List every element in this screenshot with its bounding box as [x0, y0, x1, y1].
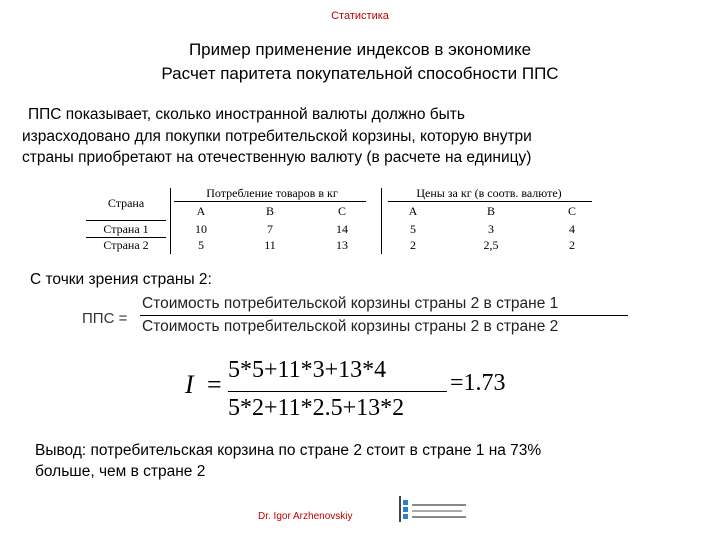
- table-row-separator: [86, 220, 166, 221]
- slide-title-line1: Пример применение индексов в экономике: [188, 40, 532, 59]
- logo-graphic: [396, 494, 468, 526]
- index-numerator: 5*5+11*3+13*4: [228, 357, 387, 383]
- table-cell: 7: [267, 222, 273, 236]
- table-divider: [170, 188, 171, 254]
- table-goods-header: C: [567, 204, 576, 218]
- ppp-formula-label: ППС =: [82, 310, 128, 327]
- slide-header: Статистика: [331, 10, 389, 22]
- author-name: Dr. Igor Arzhenovskiy: [258, 511, 353, 522]
- table-divider: [381, 188, 382, 254]
- table-goods-header: A: [196, 204, 206, 218]
- table-row-label: Страна 2: [103, 238, 149, 252]
- table-goods-header: A: [408, 204, 418, 218]
- table-header-prices: Цены за кг (в соотв. валюте): [416, 186, 562, 200]
- table-header-underline: [174, 201, 366, 202]
- table-cell: 4: [569, 222, 575, 236]
- table-header-consumption: Потребление товаров в кг: [206, 186, 338, 200]
- table-cell: 5: [198, 238, 204, 252]
- table-cell: 2: [569, 238, 575, 252]
- index-denominator: 5*2+11*2.5+13*2: [228, 395, 405, 421]
- conclusion-line: Вывод: потребительская корзина по стране 2 стоит в стране 1 на 73%: [35, 442, 542, 459]
- definition-line: ППС показывает, сколько иностранной валюты должно быть: [28, 106, 465, 123]
- table-cell: 5: [410, 222, 416, 236]
- table-cell: 13: [336, 238, 348, 252]
- table-cell: 2: [410, 238, 416, 252]
- table-cell: 11: [264, 238, 276, 252]
- definition-line: страны приобретают на отечественную валюту (в расчете на единицу): [22, 149, 532, 166]
- table-cell: 3: [488, 222, 494, 236]
- table-cell: 10: [195, 222, 207, 236]
- conclusion-paragraph: [35, 440, 695, 482]
- table-cell: 2,5: [483, 238, 499, 252]
- definition-paragraph: [22, 104, 712, 169]
- index-result: =1.73: [450, 370, 506, 396]
- ppp-numerator: Стоимость потребительской корзины страны 2 в стране 1: [142, 295, 559, 312]
- slide-title-line2: Расчет паритета покупательной способности ППС: [161, 64, 559, 83]
- institution-logo: [396, 494, 468, 526]
- table-header-underline: [388, 201, 592, 202]
- table-goods-header: C: [337, 204, 346, 218]
- table-goods-header: B: [486, 204, 495, 218]
- ppp-fraction: [140, 295, 628, 336]
- viewpoint-label: С точки зрения страны 2:: [30, 271, 212, 288]
- index-symbol: I: [185, 370, 194, 399]
- conclusion-line: больше, чем в стране 2: [35, 463, 206, 480]
- fraction-bar: [228, 391, 447, 392]
- table-goods-header: B: [265, 204, 274, 218]
- table-cell: 14: [336, 222, 348, 236]
- ppp-denominator: Стоимость потребительской корзины страны 2 в стране 2: [142, 318, 559, 335]
- equals-sign: =: [207, 370, 222, 399]
- definition-line: израсходовано для покупки потребительской корзины, которую внутри: [22, 127, 532, 145]
- table-header-country: Страна: [107, 196, 145, 210]
- table-row-label: Страна 1: [103, 222, 149, 236]
